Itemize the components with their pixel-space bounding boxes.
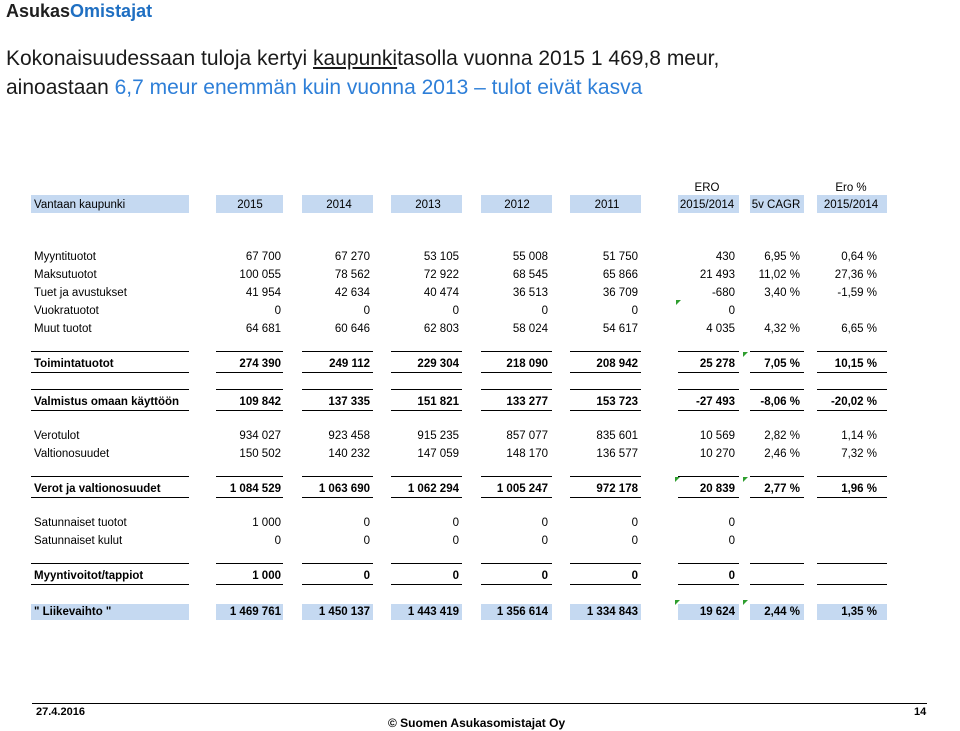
- header-ero-bottom: 2015/2014: [679, 199, 735, 211]
- row-value: 58 024: [512, 323, 548, 335]
- row-value: 218 090: [506, 358, 548, 370]
- row-label: Tuet ja avustukset: [34, 287, 127, 299]
- row-value: 0: [274, 305, 281, 317]
- row-value: 1 084 529: [229, 483, 281, 495]
- row-bottom-rule: [302, 410, 373, 411]
- label-underline: [31, 410, 189, 411]
- row-top-rule: [216, 351, 283, 352]
- row-ero: 0: [728, 570, 735, 582]
- row-value: 1 000: [252, 570, 281, 582]
- row-cagr: 4,32 %: [764, 323, 800, 335]
- row-pct: 7,32 %: [841, 448, 877, 460]
- row-bottom-rule: [570, 584, 641, 585]
- footer-copyright: © Suomen Asukasomistajat Oy: [388, 716, 566, 730]
- row-label: Valtionosuudet: [34, 448, 110, 460]
- row-value: 60 646: [334, 323, 370, 335]
- row-top-rule: [302, 389, 373, 390]
- row-value: 65 866: [602, 269, 638, 281]
- comment-marker-icon: [743, 477, 748, 482]
- row-value: 78 562: [334, 269, 370, 281]
- header-year: 2013: [415, 199, 441, 211]
- row-pct: 1,35 %: [841, 606, 877, 618]
- row-top-rule: [31, 476, 189, 477]
- row-value: 0: [452, 517, 459, 529]
- row-value: 51 750: [602, 251, 638, 263]
- label-underline: [31, 372, 189, 373]
- row-bottom-rule: [750, 497, 804, 498]
- row-value: 0: [363, 570, 370, 582]
- row-value: 36 709: [602, 287, 638, 299]
- row-top-rule: [216, 389, 283, 390]
- row-top-rule: [750, 476, 804, 477]
- row-value: 1 062 294: [407, 483, 459, 495]
- row-value: 1 063 690: [318, 483, 370, 495]
- row-label: " Liikevaihto ": [34, 606, 112, 618]
- row-bottom-rule: [817, 410, 887, 411]
- row-bottom-rule: [678, 497, 739, 498]
- row-value: 150 502: [239, 448, 281, 460]
- row-bottom-rule: [481, 410, 552, 411]
- row-value: 53 105: [423, 251, 459, 263]
- row-top-rule: [678, 351, 739, 352]
- row-bottom-rule: [302, 584, 373, 585]
- header-year: 2012: [504, 199, 530, 211]
- header-eropct-top: Ero %: [835, 182, 867, 194]
- row-value: 0: [363, 305, 370, 317]
- row-ero: 20 839: [699, 483, 735, 495]
- label-underline: [31, 497, 189, 498]
- header-cagr: 5v CAGR: [751, 199, 801, 211]
- row-bottom-rule: [678, 584, 739, 585]
- row-ero: 0: [728, 517, 735, 529]
- row-top-rule: [678, 389, 739, 390]
- row-pct: 0,64 %: [841, 251, 877, 263]
- row-value: 147 059: [417, 448, 459, 460]
- row-bottom-rule: [750, 410, 804, 411]
- row-value: 0: [452, 535, 459, 547]
- header-year: 2014: [326, 199, 352, 211]
- row-top-rule: [570, 476, 641, 477]
- row-value: 1 334 843: [586, 606, 638, 618]
- row-value: 54 617: [602, 323, 638, 335]
- row-value: 42 634: [334, 287, 370, 299]
- row-bottom-rule: [391, 584, 462, 585]
- row-bottom-rule: [817, 497, 887, 498]
- row-top-rule: [216, 476, 283, 477]
- row-bottom-rule: [570, 410, 641, 411]
- row-cagr: 2,82 %: [764, 430, 800, 442]
- row-top-rule: [570, 563, 641, 564]
- row-value: 109 842: [239, 396, 281, 408]
- row-bottom-rule: [216, 584, 283, 585]
- row-value: 0: [363, 517, 370, 529]
- row-pct: -1,59 %: [837, 287, 877, 299]
- row-value: 148 170: [506, 448, 548, 460]
- row-value: 1 469 761: [229, 606, 281, 618]
- row-value: 0: [631, 517, 638, 529]
- row-pct: 1,96 %: [841, 483, 877, 495]
- footer-date: 27.4.2016: [36, 706, 85, 718]
- title-line2: ainoastaan 6,7 meur enemmän kuin vuonna 2013 – tulot eivät kasva: [6, 76, 643, 99]
- row-value: 0: [541, 305, 548, 317]
- row-bottom-rule: [570, 372, 641, 373]
- row-bottom-rule: [750, 372, 804, 373]
- row-top-rule: [817, 563, 887, 564]
- row-label: Verotulot: [34, 430, 80, 442]
- row-bottom-rule: [302, 497, 373, 498]
- row-pct: 10,15 %: [834, 358, 877, 370]
- row-value: 64 681: [245, 323, 281, 335]
- row-top-rule: [570, 389, 641, 390]
- row-cagr: -8,06 %: [760, 396, 800, 408]
- row-value: 1 000: [252, 517, 281, 529]
- row-value: 41 954: [245, 287, 281, 299]
- row-label: Muut tuotot: [34, 323, 92, 335]
- row-bottom-rule: [817, 584, 887, 585]
- row-value: 0: [452, 305, 459, 317]
- row-bottom-rule: [216, 372, 283, 373]
- row-top-rule: [31, 389, 189, 390]
- row-top-rule: [481, 389, 552, 390]
- row-cagr: 11,02 %: [758, 269, 800, 281]
- row-value: 934 027: [239, 430, 281, 442]
- row-value: 153 723: [596, 396, 638, 408]
- row-value: 0: [274, 535, 281, 547]
- row-cagr: 2,44 %: [764, 606, 800, 618]
- brand-part1: Asukas: [6, 1, 71, 21]
- row-top-rule: [31, 563, 189, 564]
- row-value: 249 112: [329, 358, 370, 370]
- row-label: Valmistus omaan käyttöön: [34, 396, 180, 408]
- row-label: Verot ja valtionosuudet: [34, 483, 161, 495]
- row-bottom-rule: [817, 372, 887, 373]
- row-value: 0: [541, 570, 548, 582]
- comment-marker-icon: [675, 477, 680, 482]
- row-value: 1 356 614: [496, 606, 548, 618]
- row-top-rule: [817, 389, 887, 390]
- row-label: Satunnaiset kulut: [34, 535, 123, 547]
- row-cagr: 2,46 %: [764, 448, 800, 460]
- row-value: 140 232: [328, 448, 370, 460]
- row-cagr: 7,05 %: [764, 358, 800, 370]
- row-ero: 430: [715, 251, 735, 263]
- row-label: Satunnaiset tuotot: [34, 517, 127, 529]
- row-value: 1 450 137: [318, 606, 370, 618]
- comment-marker-icon: [675, 600, 680, 605]
- row-label: Myyntivoitot/tappiot: [34, 570, 144, 582]
- row-pct: 6,65 %: [841, 323, 877, 335]
- row-value: 0: [363, 535, 370, 547]
- row-top-rule: [391, 563, 462, 564]
- comment-marker-icon: [743, 352, 748, 357]
- row-bottom-rule: [216, 410, 283, 411]
- row-ero: 21 493: [699, 269, 735, 281]
- row-pct: -20,02 %: [830, 396, 877, 408]
- row-top-rule: [216, 563, 283, 564]
- label-underline: [31, 584, 189, 585]
- row-value: 137 335: [328, 396, 370, 408]
- row-top-rule: [750, 351, 804, 352]
- row-top-rule: [678, 476, 739, 477]
- row-top-rule: [31, 351, 189, 352]
- row-bottom-rule: [570, 497, 641, 498]
- header-ero-top: ERO: [694, 182, 720, 194]
- row-value: 0: [452, 570, 459, 582]
- row-value: 923 458: [328, 430, 370, 442]
- row-ero: 4 035: [706, 323, 735, 335]
- row-value: 0: [541, 535, 548, 547]
- row-bottom-rule: [750, 584, 804, 585]
- row-top-rule: [678, 563, 739, 564]
- brand-part2: Omistajat: [70, 1, 153, 21]
- row-pct: 27,36 %: [834, 269, 877, 281]
- row-bottom-rule: [481, 497, 552, 498]
- row-value: 972 178: [596, 483, 638, 495]
- row-top-rule: [481, 476, 552, 477]
- brand-logo: [6, 0, 152, 22]
- row-bottom-rule: [678, 372, 739, 373]
- row-value: 0: [631, 305, 638, 317]
- row-bottom-rule: [391, 497, 462, 498]
- row-top-rule: [302, 563, 373, 564]
- row-top-rule: [481, 351, 552, 352]
- row-cagr: 2,77 %: [764, 483, 800, 495]
- row-value: 133 277: [506, 396, 548, 408]
- row-ero: 19 624: [699, 606, 735, 618]
- footer-divider: [32, 703, 927, 704]
- slide-title: [6, 44, 946, 102]
- row-top-rule: [302, 476, 373, 477]
- row-top-rule: [391, 476, 462, 477]
- row-value: 67 700: [245, 251, 281, 263]
- row-ero: -27 493: [695, 396, 735, 408]
- header-year: 2011: [594, 199, 620, 211]
- row-value: 0: [631, 535, 638, 547]
- row-value: 36 513: [512, 287, 548, 299]
- row-value: 100 055: [239, 269, 281, 281]
- row-top-rule: [750, 389, 804, 390]
- row-top-rule: [750, 563, 804, 564]
- row-top-rule: [570, 351, 641, 352]
- row-value: 55 008: [512, 251, 548, 263]
- row-top-rule: [481, 563, 552, 564]
- row-ero: 0: [728, 535, 735, 547]
- title-line1: Kokonaisuudessaan tuloja kertyi kaupunkitasolla vuonna 2015 1 469,8 meur,: [6, 47, 720, 70]
- row-top-rule: [302, 351, 373, 352]
- row-cagr: 3,40 %: [764, 287, 800, 299]
- row-label: Vuokratuotot: [34, 305, 99, 317]
- row-top-rule: [391, 389, 462, 390]
- header-year: 2015: [237, 199, 263, 211]
- header-eropct-bottom: 2015/2014: [823, 199, 879, 211]
- row-label: Toimintatuotot: [34, 358, 114, 370]
- row-bottom-rule: [481, 584, 552, 585]
- row-value: 67 270: [334, 251, 370, 263]
- row-value: 208 942: [596, 358, 638, 370]
- row-top-rule: [817, 351, 887, 352]
- comment-marker-icon: [676, 300, 681, 305]
- row-cagr: 6,95 %: [764, 251, 800, 263]
- row-value: 229 304: [417, 358, 459, 370]
- row-top-rule: [391, 351, 462, 352]
- row-value: 72 922: [423, 269, 459, 281]
- row-label: Myyntituotot: [34, 251, 96, 263]
- row-value: 274 390: [239, 358, 281, 370]
- row-value: 68 545: [512, 269, 548, 281]
- row-bottom-rule: [216, 497, 283, 498]
- header-label: Vantaan kaupunki: [34, 199, 126, 211]
- row-value: 136 577: [596, 448, 638, 460]
- row-value: 0: [631, 570, 638, 582]
- comment-marker-icon: [743, 600, 748, 605]
- row-pct: 1,14 %: [841, 430, 877, 442]
- row-bottom-rule: [391, 372, 462, 373]
- row-value: 1 005 247: [496, 483, 548, 495]
- row-label: Maksutuotot: [34, 269, 97, 281]
- row-value: 62 803: [423, 323, 459, 335]
- row-top-rule: [817, 476, 887, 477]
- row-bottom-rule: [391, 410, 462, 411]
- page-number: 14: [914, 706, 927, 718]
- row-ero: 10 270: [699, 448, 735, 460]
- row-value: 835 601: [596, 430, 638, 442]
- row-value: 857 077: [506, 430, 548, 442]
- row-ero: 10 569: [699, 430, 735, 442]
- row-value: 0: [541, 517, 548, 529]
- row-bottom-rule: [678, 410, 739, 411]
- row-bottom-rule: [302, 372, 373, 373]
- row-ero: -680: [711, 287, 735, 299]
- row-ero: 25 278: [699, 358, 735, 370]
- row-ero: 0: [728, 305, 735, 317]
- row-value: 40 474: [423, 287, 459, 299]
- row-bottom-rule: [481, 372, 552, 373]
- row-value: 151 821: [417, 396, 459, 408]
- row-value: 915 235: [417, 430, 459, 442]
- row-value: 1 443 419: [407, 606, 459, 618]
